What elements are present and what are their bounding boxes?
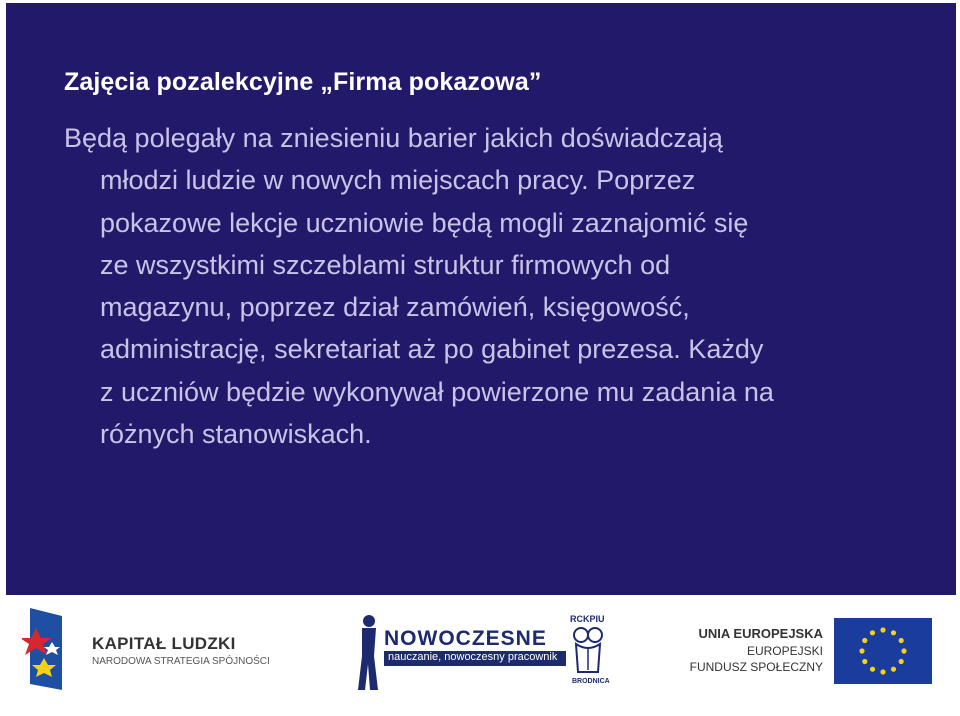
figure-silhouette-icon bbox=[356, 614, 380, 692]
eu-line-2: EUROPEJSKI bbox=[746, 644, 823, 658]
paragraph-line: młodzi ludzie w nowych miejscach pracy. Poprzez bbox=[100, 165, 696, 196]
paragraph-line: magazynu, poprzez dział zamówień, księgowość, bbox=[100, 292, 690, 323]
footer-logos bbox=[0, 596, 960, 716]
paragraph-line: Będą polegały na zniesieniu barier jakich doświadczają bbox=[64, 123, 723, 153]
kapital-ludzki-subtitle: NARODOWA STRATEGIA SPÓJNOŚCI bbox=[92, 656, 270, 667]
eu-line-3: FUNDUSZ SPOŁECZNY bbox=[689, 660, 823, 674]
eu-flag-icon bbox=[834, 618, 932, 684]
rckpiu-badge: RCKPIU bbox=[570, 614, 605, 624]
slide-title: Zajęcia pozalekcyjne „Firma pokazowa” bbox=[64, 68, 542, 96]
kapital-ludzki-name: KAPITAŁ LUDZKI bbox=[92, 634, 236, 653]
paragraph-line: z uczniów będzie wykonywał powierzone mu zadania na bbox=[100, 376, 774, 407]
nowoczesne-subtitle-bar bbox=[384, 651, 566, 666]
paragraph-line: administrację, sekretariat aż po gabinet prezesa. Każdy bbox=[100, 334, 764, 365]
owl-emblem-icon bbox=[570, 626, 606, 676]
kapital-ludzki-emblem-icon bbox=[22, 606, 70, 692]
paragraph-line: ze wszystkimi szczeblami struktur firmowych od bbox=[100, 249, 671, 280]
slide-paragraph bbox=[64, 117, 944, 455]
paragraph-line: pokazowe lekcje uczniowie będą mogli zaznajomić się bbox=[100, 207, 749, 238]
paragraph-line: różnych stanowiskach. bbox=[100, 419, 372, 450]
nowoczesne-place: BRODNICA bbox=[572, 678, 610, 685]
nowoczesne-name: NOWOCZESNE bbox=[384, 627, 547, 650]
eu-line-1: UNIA EUROPEJSKA bbox=[698, 626, 823, 641]
nowoczesne-subtitle: nauczanie, nowoczesny pracownik bbox=[388, 651, 558, 663]
slide-content-area bbox=[6, 3, 956, 595]
